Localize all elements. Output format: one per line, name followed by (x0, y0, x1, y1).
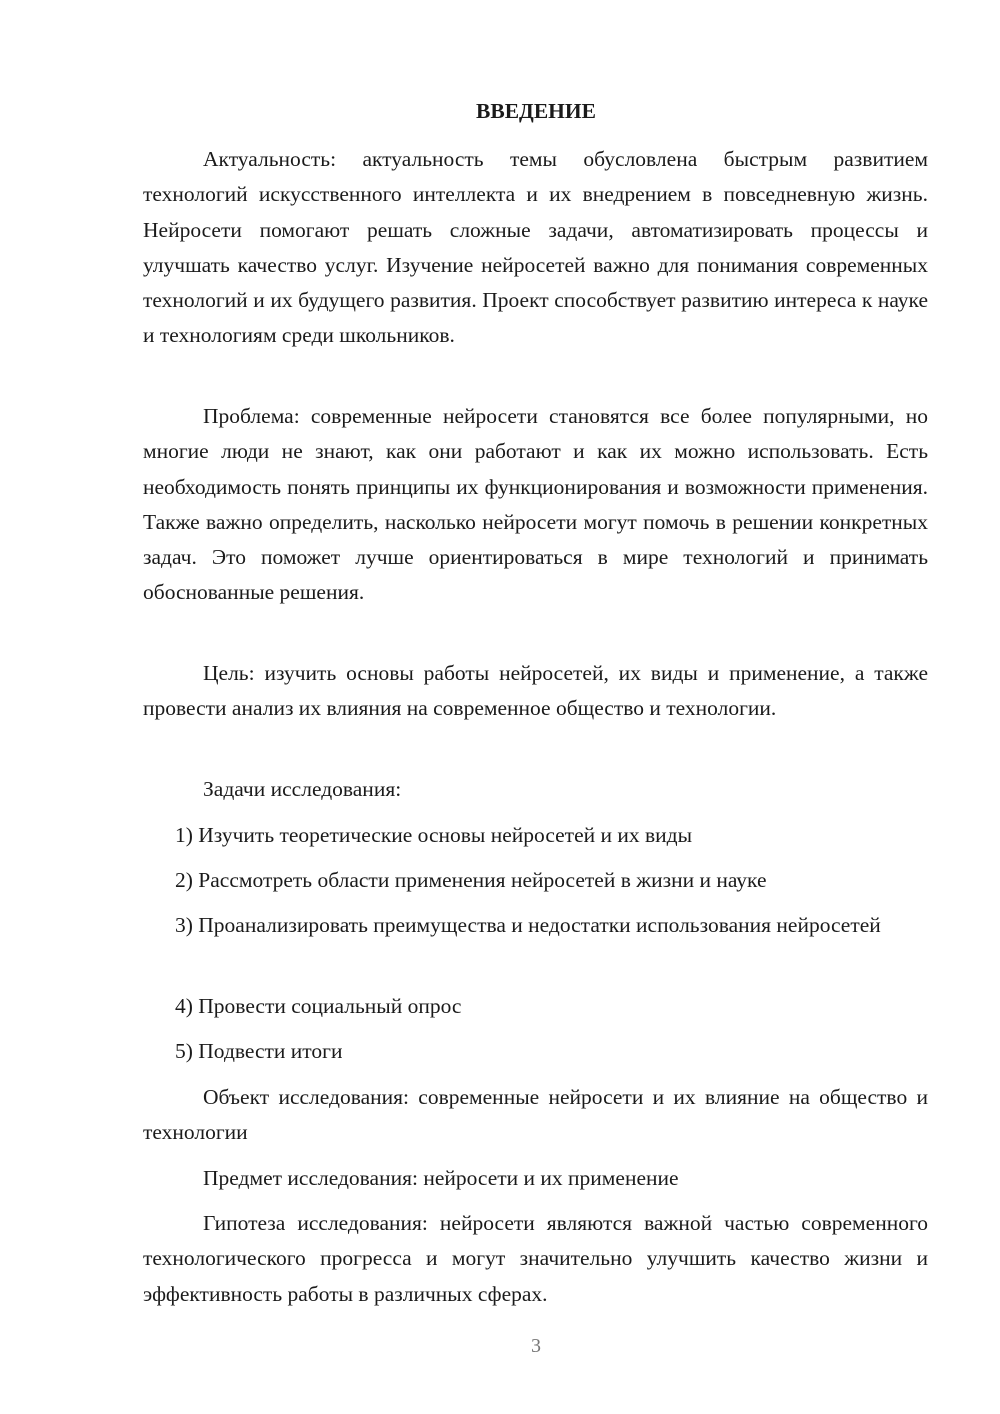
task-item-1: 1) Изучить теоретические основы нейросетей и их виды (175, 823, 693, 847)
task-item-4: 4) Провести социальный опрос (175, 994, 462, 1018)
object-paragraph: Объект исследования: современные нейросети и их влияние на общество и технологии (143, 1085, 928, 1145)
task-item-3: 3) Проанализировать преимущества и недостатки использования нейросетей (175, 913, 881, 937)
task-item-5: 5) Подвести итоги (175, 1039, 343, 1063)
tasks-heading: Задачи исследования: (203, 777, 402, 801)
relevance-paragraph: Актуальность: актуальность темы обусловлена быстрым развитием технологий искусственного интеллекта и их внедрением в повседневную жизнь. Нейросети помогают решать сложные задачи, автоматизировать процессы и улучшать качество услуг. Изучение нейросетей важно для понимания современных технологий и их будущего развития. Проект способствует развитию интереса к науке и технологиям среди школьников. (143, 147, 928, 348)
goal-paragraph: Цель: изучить основы работы нейросетей, их виды и применение, а также провести анализ их влияния на современное общество и технологии. (143, 661, 928, 721)
hypothesis-paragraph: Гипотеза исследования: нейросети являются важной частью современного технологического прогресса и могут значительно улучшить качество жизни и эффективность работы в различных сферах. (143, 1211, 928, 1306)
section-heading: ВВЕДЕНИЕ (476, 99, 596, 123)
subject-paragraph: Предмет исследования: нейросети и их применение (203, 1166, 679, 1190)
problem-paragraph: Проблема: современные нейросети становятся все более популярными, но многие люди не знают, как они работают и как их можно использовать. Есть необходимость понять принципы их функционирования и возможности применения. Также важно определить, насколько нейросети могут помочь в решении конкретных задач. Это поможет лучше ориентироваться в мире технологий и принимать обоснованные решения. (143, 404, 928, 605)
page-number: 3 (531, 1335, 541, 1357)
task-item-2: 2) Рассмотреть области применения нейросетей в жизни и науке (175, 868, 767, 892)
